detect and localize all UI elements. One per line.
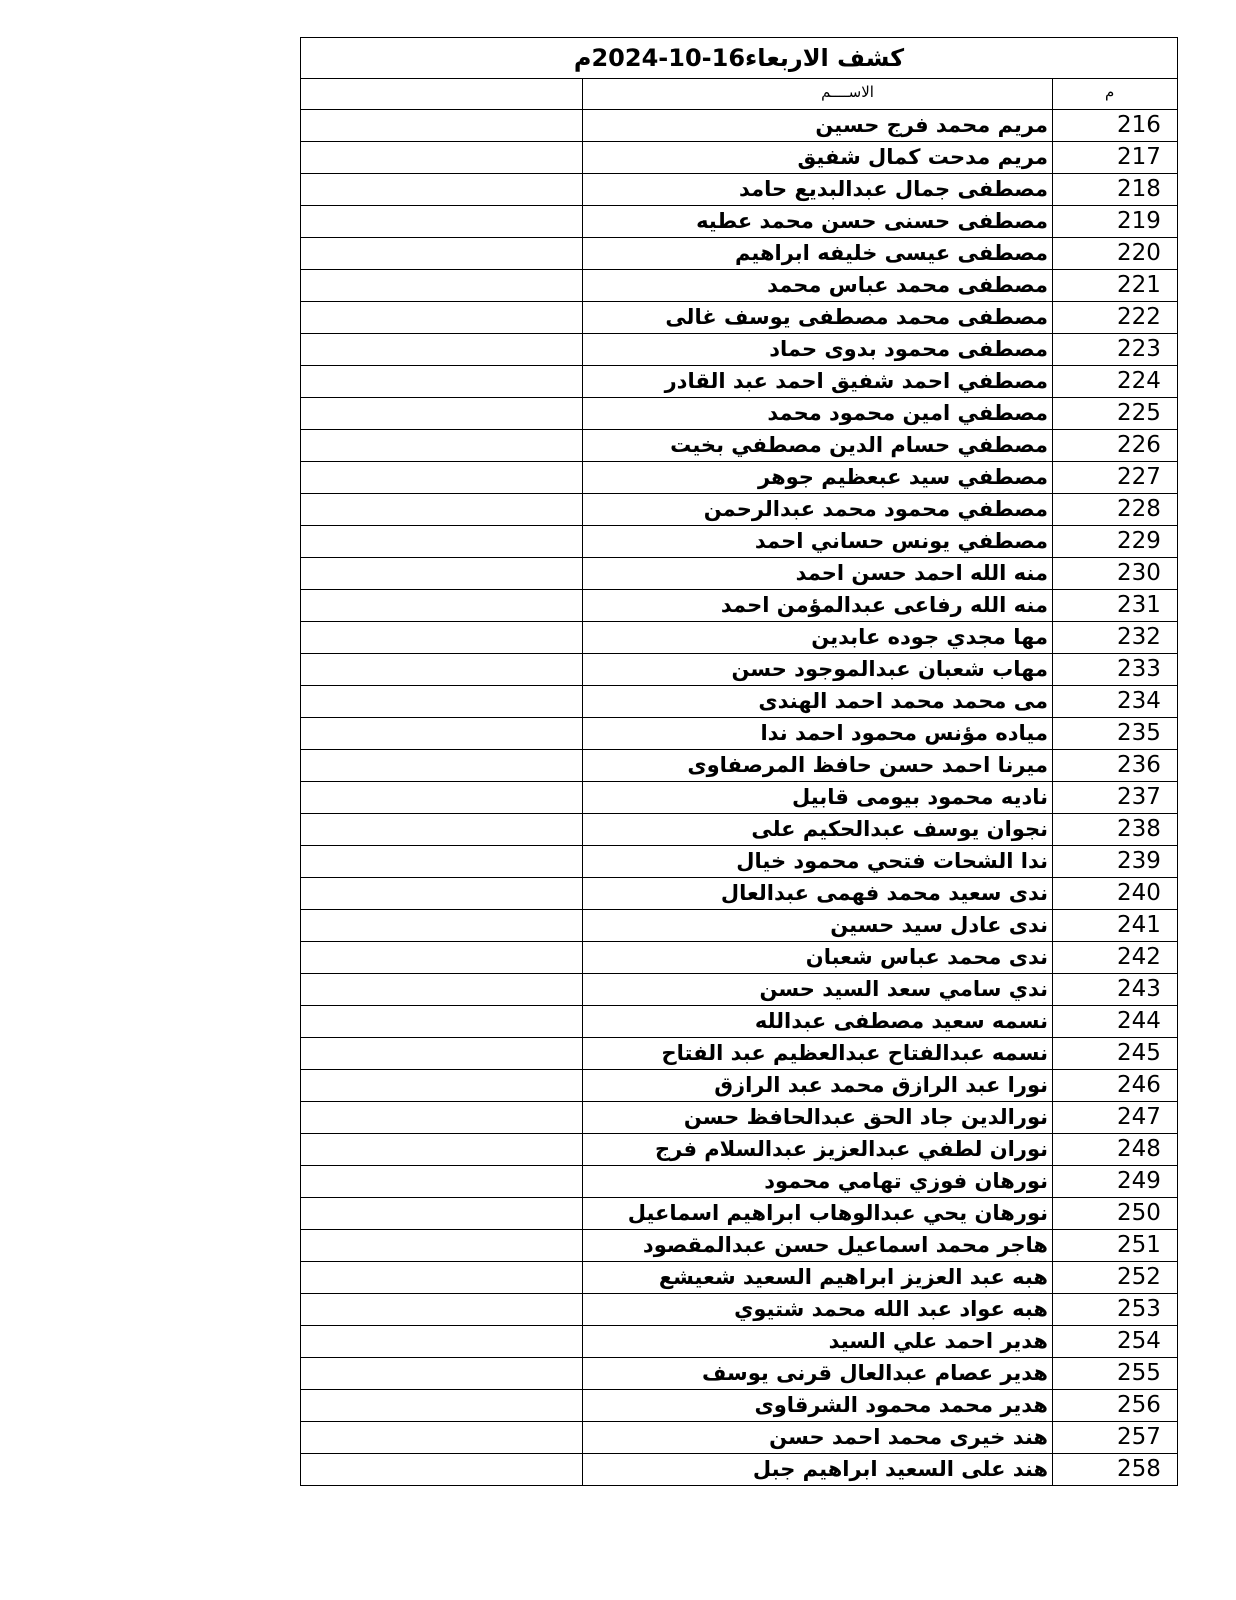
table-row (301, 974, 1178, 1006)
row-extra-cell (301, 558, 583, 590)
table-row (301, 526, 1178, 558)
row-number: 239 (1053, 846, 1178, 878)
row-extra-cell (301, 1422, 583, 1454)
row-name: نجوان يوسف عبدالحكيم على (583, 814, 1053, 846)
row-extra-cell (301, 174, 583, 206)
row-number: 245 (1053, 1038, 1178, 1070)
row-name: ندى محمد عباس شعبان (583, 942, 1053, 974)
table-row (301, 1134, 1178, 1166)
row-extra-cell (301, 974, 583, 1006)
header-number: م (1053, 79, 1178, 110)
row-number: 226 (1053, 430, 1178, 462)
row-number: 241 (1053, 910, 1178, 942)
table-row (301, 174, 1178, 206)
row-name: ندى سعيد محمد فهمى عبدالعال (583, 878, 1053, 910)
table-row (301, 1390, 1178, 1422)
row-name: نوران لطفي عبدالعزيز عبدالسلام فرج (583, 1134, 1053, 1166)
sheet-body (301, 38, 1178, 1486)
row-number: 218 (1053, 174, 1178, 206)
row-name: مصطفي احمد شفيق احمد عبد القادر (583, 366, 1053, 398)
row-number: 231 (1053, 590, 1178, 622)
table-row (301, 270, 1178, 302)
sheet-title: كشف الاربعاء16-10-2024م (301, 38, 1178, 79)
row-extra-cell (301, 398, 583, 430)
row-name: هند على السعيد ابراهيم جبل (583, 1454, 1053, 1486)
row-name: ميرنا احمد حسن حافظ المرصفاوى (583, 750, 1053, 782)
table-row (301, 1422, 1178, 1454)
row-number: 219 (1053, 206, 1178, 238)
row-number: 255 (1053, 1358, 1178, 1390)
row-number: 235 (1053, 718, 1178, 750)
row-extra-cell (301, 686, 583, 718)
row-number: 217 (1053, 142, 1178, 174)
row-name: هند خيرى محمد احمد حسن (583, 1422, 1053, 1454)
table-row (301, 782, 1178, 814)
row-extra-cell (301, 1038, 583, 1070)
row-number: 237 (1053, 782, 1178, 814)
table-row (301, 718, 1178, 750)
row-extra-cell (301, 878, 583, 910)
row-extra-cell (301, 1166, 583, 1198)
row-extra-cell (301, 1230, 583, 1262)
table-row (301, 1102, 1178, 1134)
row-number: 249 (1053, 1166, 1178, 1198)
row-name: نورهان فوزي تهامي محمود (583, 1166, 1053, 1198)
row-name: هدير احمد علي السيد (583, 1326, 1053, 1358)
row-extra-cell (301, 814, 583, 846)
table-row (301, 622, 1178, 654)
table-row (301, 558, 1178, 590)
row-number: 240 (1053, 878, 1178, 910)
row-name: مصطفي سيد عبعظيم جوهر (583, 462, 1053, 494)
row-extra-cell (301, 750, 583, 782)
row-extra-cell (301, 366, 583, 398)
row-extra-cell (301, 142, 583, 174)
row-number: 236 (1053, 750, 1178, 782)
row-number: 238 (1053, 814, 1178, 846)
header-extra-cell (301, 79, 583, 110)
row-name: مريم مدحت كمال شفيق (583, 142, 1053, 174)
row-name: مصطفى عيسى خليفه ابراهيم (583, 238, 1053, 270)
row-extra-cell (301, 494, 583, 526)
row-name: مصطفي امين محمود محمد (583, 398, 1053, 430)
table-row (301, 1326, 1178, 1358)
table-row (301, 142, 1178, 174)
row-name: ندى عادل سيد حسين (583, 910, 1053, 942)
row-extra-cell (301, 654, 583, 686)
row-extra-cell (301, 430, 583, 462)
row-extra-cell (301, 942, 583, 974)
row-name: مهاب شعبان عبدالموجود حسن (583, 654, 1053, 686)
table-row (301, 878, 1178, 910)
row-name: مها مجدي جوده عابدين (583, 622, 1053, 654)
table-row (301, 1198, 1178, 1230)
row-number: 246 (1053, 1070, 1178, 1102)
row-name: مى محمد محمد احمد الهندى (583, 686, 1053, 718)
table-row (301, 910, 1178, 942)
row-number: 254 (1053, 1326, 1178, 1358)
attendance-sheet-table (300, 37, 1178, 1486)
row-name: مصطفي يونس حساني احمد (583, 526, 1053, 558)
row-name: منه الله رفاعى عبدالمؤمن احمد (583, 590, 1053, 622)
table-row (301, 590, 1178, 622)
row-name: مصطفى جمال عبدالبديع حامد (583, 174, 1053, 206)
row-extra-cell (301, 1326, 583, 1358)
table-row (301, 1006, 1178, 1038)
table-row (301, 302, 1178, 334)
row-extra-cell (301, 718, 583, 750)
row-extra-cell (301, 910, 583, 942)
header-row (301, 79, 1178, 110)
row-extra-cell (301, 1294, 583, 1326)
row-number: 258 (1053, 1454, 1178, 1486)
row-number: 242 (1053, 942, 1178, 974)
table-row (301, 110, 1178, 142)
row-name: منه الله احمد حسن احمد (583, 558, 1053, 590)
row-number: 223 (1053, 334, 1178, 366)
row-extra-cell (301, 462, 583, 494)
row-number: 253 (1053, 1294, 1178, 1326)
row-extra-cell (301, 526, 583, 558)
table-row (301, 334, 1178, 366)
row-name: هدير عصام عبدالعال قرنى يوسف (583, 1358, 1053, 1390)
row-name: نسمه عبدالفتاح عبدالعظيم عبد الفتاح (583, 1038, 1053, 1070)
row-number: 248 (1053, 1134, 1178, 1166)
row-extra-cell (301, 1358, 583, 1390)
table-row (301, 846, 1178, 878)
row-extra-cell (301, 1006, 583, 1038)
row-name: ناديه محمود بيومى قابيل (583, 782, 1053, 814)
row-number: 234 (1053, 686, 1178, 718)
row-number: 250 (1053, 1198, 1178, 1230)
table-row (301, 1230, 1178, 1262)
row-name: مصطفي محمود محمد عبدالرحمن (583, 494, 1053, 526)
row-number: 232 (1053, 622, 1178, 654)
row-name: هبه عواد عبد الله محمد شتيوي (583, 1294, 1053, 1326)
table-row (301, 654, 1178, 686)
row-extra-cell (301, 110, 583, 142)
table-row (301, 398, 1178, 430)
table-row (301, 686, 1178, 718)
row-name: ندا الشحات فتحي محمود خيال (583, 846, 1053, 878)
row-number: 233 (1053, 654, 1178, 686)
row-number: 225 (1053, 398, 1178, 430)
table-row (301, 1454, 1178, 1486)
row-number: 252 (1053, 1262, 1178, 1294)
row-name: مصطفى محمد مصطفى يوسف غالى (583, 302, 1053, 334)
row-extra-cell (301, 270, 583, 302)
row-name: مصطفى حسنى حسن محمد عطيه (583, 206, 1053, 238)
row-extra-cell (301, 1102, 583, 1134)
table-row (301, 1070, 1178, 1102)
row-name: مريم محمد فرج حسين (583, 110, 1053, 142)
row-number: 228 (1053, 494, 1178, 526)
row-name: نورا عبد الرازق محمد عبد الرازق (583, 1070, 1053, 1102)
row-number: 247 (1053, 1102, 1178, 1134)
row-name: ندي سامي سعد السيد حسن (583, 974, 1053, 1006)
table-row (301, 814, 1178, 846)
row-name: هاجر محمد اسماعيل حسن عبدالمقصود (583, 1230, 1053, 1262)
row-name: هدير محمد محمود الشرقاوى (583, 1390, 1053, 1422)
row-extra-cell (301, 206, 583, 238)
table-row (301, 430, 1178, 462)
row-extra-cell (301, 1454, 583, 1486)
row-number: 256 (1053, 1390, 1178, 1422)
row-name: مصطفى محمود بدوى حماد (583, 334, 1053, 366)
row-number: 222 (1053, 302, 1178, 334)
row-extra-cell (301, 782, 583, 814)
row-name: مصطفى محمد عباس محمد (583, 270, 1053, 302)
row-name: نورهان يحي عبدالوهاب ابراهيم اسماعيل (583, 1198, 1053, 1230)
row-number: 244 (1053, 1006, 1178, 1038)
row-number: 229 (1053, 526, 1178, 558)
row-number: 257 (1053, 1422, 1178, 1454)
table-row (301, 1294, 1178, 1326)
table-row (301, 1038, 1178, 1070)
table-row (301, 1262, 1178, 1294)
row-extra-cell (301, 1198, 583, 1230)
row-number: 224 (1053, 366, 1178, 398)
table-row (301, 1358, 1178, 1390)
row-number: 221 (1053, 270, 1178, 302)
row-extra-cell (301, 1390, 583, 1422)
row-name: مصطفي حسام الدين مصطفي بخيت (583, 430, 1053, 462)
row-number: 243 (1053, 974, 1178, 1006)
row-number: 230 (1053, 558, 1178, 590)
row-name: نسمه سعيد مصطفى عبدالله (583, 1006, 1053, 1038)
table-row (301, 366, 1178, 398)
row-extra-cell (301, 302, 583, 334)
row-extra-cell (301, 238, 583, 270)
table-row (301, 1166, 1178, 1198)
table-row (301, 462, 1178, 494)
title-row (301, 38, 1178, 79)
row-extra-cell (301, 590, 583, 622)
row-name: مياده مؤنس محمود احمد ندا (583, 718, 1053, 750)
table-row (301, 750, 1178, 782)
row-extra-cell (301, 334, 583, 366)
table-row (301, 494, 1178, 526)
row-extra-cell (301, 1070, 583, 1102)
row-name: نورالدين جاد الحق عبدالحافظ حسن (583, 1102, 1053, 1134)
row-number: 216 (1053, 110, 1178, 142)
row-extra-cell (301, 1262, 583, 1294)
table-row (301, 238, 1178, 270)
row-extra-cell (301, 846, 583, 878)
row-name: هبه عبد العزيز ابراهيم السعيد شعيشع (583, 1262, 1053, 1294)
row-extra-cell (301, 622, 583, 654)
row-number: 220 (1053, 238, 1178, 270)
header-name: الاســــم (583, 79, 1053, 110)
table-row (301, 206, 1178, 238)
table-row (301, 942, 1178, 974)
row-number: 227 (1053, 462, 1178, 494)
row-number: 251 (1053, 1230, 1178, 1262)
row-extra-cell (301, 1134, 583, 1166)
